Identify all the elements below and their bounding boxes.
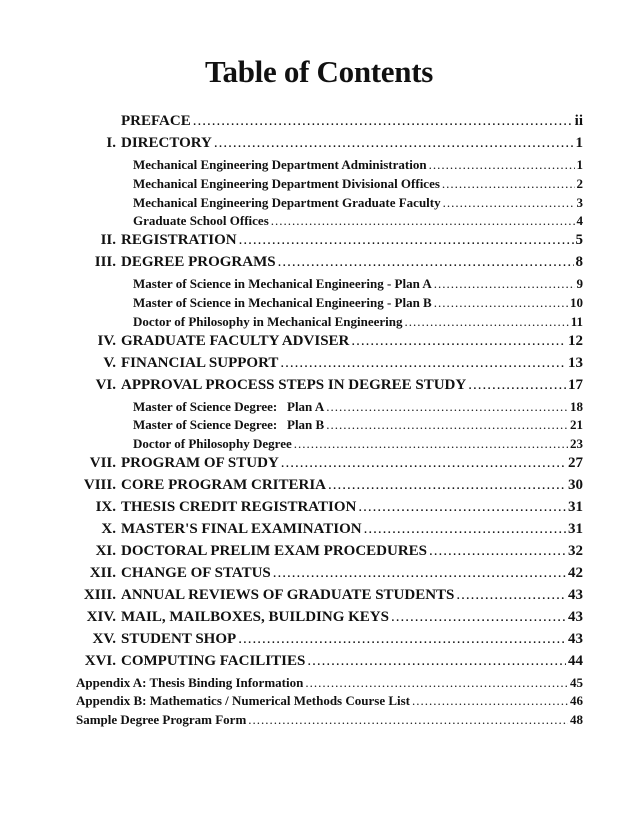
toc-entry[interactable] bbox=[0, 587, 638, 609]
toc-entry-page: 2 bbox=[576, 175, 583, 191]
toc-entry[interactable] bbox=[0, 333, 638, 355]
dot-leader bbox=[468, 377, 566, 394]
toc-entry-page: 23 bbox=[570, 436, 583, 452]
toc-entry-number: XI. bbox=[95, 542, 116, 559]
page-title: Table of Contents bbox=[204, 54, 433, 89]
toc-entry[interactable] bbox=[0, 543, 638, 565]
dot-leader bbox=[358, 499, 566, 516]
toc-entry-label: STUDENT SHOP bbox=[121, 630, 237, 647]
dot-leader bbox=[429, 157, 575, 173]
dot-leader bbox=[281, 455, 566, 472]
toc-entry-label: MASTER'S FINAL EXAMINATION bbox=[121, 520, 362, 537]
toc-entry[interactable] bbox=[0, 417, 638, 436]
toc-entry-number: VII. bbox=[89, 454, 116, 471]
toc-entry[interactable] bbox=[0, 113, 638, 135]
toc-entry-page: 12 bbox=[568, 332, 583, 349]
toc-entry[interactable] bbox=[0, 653, 638, 675]
toc-entry[interactable] bbox=[0, 195, 638, 214]
toc-entry-page: 31 bbox=[568, 498, 583, 515]
toc-entry[interactable] bbox=[0, 499, 638, 521]
toc-entry-page: 31 bbox=[568, 520, 583, 537]
toc-entry[interactable] bbox=[0, 399, 638, 418]
toc-entry-label: REGISTRATION bbox=[121, 232, 237, 249]
toc-entry-label: DOCTORAL PRELIM EXAM PROCEDURES bbox=[121, 542, 427, 559]
toc-entry-number: XIII. bbox=[83, 586, 116, 603]
dot-leader bbox=[364, 521, 566, 538]
toc-entry-number: II. bbox=[100, 232, 116, 249]
toc-entry[interactable] bbox=[0, 436, 638, 455]
toc-entry-page: 43 bbox=[568, 608, 583, 625]
toc-entry-page: 5 bbox=[575, 232, 583, 249]
toc-entry-number: III. bbox=[94, 254, 116, 271]
toc-entry-page: 32 bbox=[568, 542, 583, 559]
toc-entry-label: Appendix A: Thesis Binding Information bbox=[76, 674, 304, 690]
toc-entry[interactable] bbox=[0, 675, 638, 694]
toc-entry-page: 9 bbox=[576, 276, 583, 292]
toc-entry-label: DEGREE PROGRAMS bbox=[121, 254, 276, 271]
toc-entry-number: V. bbox=[103, 354, 116, 371]
toc-entry-label: Mechanical Engineering Department Graduate Faculty bbox=[133, 194, 441, 210]
toc-entry[interactable] bbox=[0, 377, 638, 399]
toc-entry-label: GRADUATE FACULTY ADVISER bbox=[121, 332, 350, 349]
toc-entry-number: XIV. bbox=[86, 608, 116, 625]
toc-entry[interactable] bbox=[0, 135, 638, 157]
toc-entry[interactable] bbox=[0, 455, 638, 477]
dot-leader bbox=[429, 543, 566, 560]
toc-entry-label: Appendix B: Mathematics / Numerical Methods Course List bbox=[76, 693, 411, 709]
dot-leader bbox=[305, 675, 568, 691]
toc-entry-page: 21 bbox=[570, 417, 583, 433]
toc-entry-number: XV. bbox=[92, 630, 116, 647]
toc-entry-label: Graduate School Offices bbox=[133, 213, 269, 229]
dot-leader bbox=[405, 314, 569, 330]
toc-entry-page: 13 bbox=[568, 354, 583, 371]
toc-entry[interactable] bbox=[0, 254, 638, 276]
toc-entry[interactable] bbox=[0, 631, 638, 653]
toc-entry[interactable] bbox=[0, 213, 638, 232]
toc-entry[interactable] bbox=[0, 276, 638, 295]
dot-leader bbox=[456, 587, 566, 604]
dot-leader bbox=[434, 276, 575, 292]
toc-entry[interactable] bbox=[0, 355, 638, 377]
toc-entry[interactable] bbox=[0, 693, 638, 712]
dot-leader bbox=[391, 609, 566, 626]
toc-entry[interactable] bbox=[0, 176, 638, 195]
toc-entry-number: VIII. bbox=[83, 476, 116, 493]
toc-entry-page: 43 bbox=[568, 586, 583, 603]
toc-entry-number: IX. bbox=[95, 498, 116, 515]
toc-entry-label: FINANCIAL SUPPORT bbox=[121, 354, 279, 371]
dot-leader bbox=[214, 135, 574, 152]
dot-leader bbox=[326, 399, 568, 415]
toc-entry-label: CORE PROGRAM CRITERIA bbox=[121, 476, 327, 493]
toc-entry-page: 43 bbox=[568, 630, 583, 647]
toc-entry[interactable] bbox=[0, 565, 638, 587]
dot-leader bbox=[239, 232, 574, 249]
toc-entry-page: 18 bbox=[570, 398, 583, 414]
toc-entry-label: PREFACE bbox=[121, 113, 191, 129]
toc-entry-label: Sample Degree Program Form bbox=[76, 711, 247, 727]
toc-entry-number: VI. bbox=[95, 376, 116, 393]
toc-entry-label: Mechanical Engineering Department Divisional Offices bbox=[133, 175, 440, 191]
dot-leader bbox=[351, 333, 566, 350]
dot-leader bbox=[434, 295, 568, 311]
toc-entry-page: 17 bbox=[568, 376, 583, 393]
toc-entry-label: Master of Science Degree: Plan B bbox=[133, 417, 325, 433]
toc-entry-number: XII. bbox=[89, 564, 116, 581]
toc-entry-label: Master of Science Degree: Plan A bbox=[133, 398, 325, 414]
dot-leader bbox=[271, 213, 575, 229]
toc-entry-page: 44 bbox=[568, 652, 583, 669]
toc-entry-label: APPROVAL PROCESS STEPS IN DEGREE STUDY bbox=[121, 376, 467, 393]
toc-entry-page: 42 bbox=[568, 564, 583, 581]
dot-leader bbox=[328, 477, 566, 494]
toc-entry-page: 1 bbox=[575, 135, 583, 151]
toc-entry-label: Master of Science in Mechanical Engineering - Plan B bbox=[133, 294, 432, 310]
toc-entry[interactable] bbox=[0, 314, 638, 333]
toc-entry-page: 1 bbox=[576, 157, 583, 172]
toc-entry[interactable] bbox=[0, 477, 638, 499]
toc-entry-label: Doctor of Philosophy Degree bbox=[133, 436, 292, 452]
toc-entry-page: 27 bbox=[568, 454, 583, 471]
dot-leader bbox=[193, 113, 573, 130]
dot-leader bbox=[273, 565, 566, 582]
toc-entry-label: Doctor of Philosophy in Mechanical Engineering bbox=[133, 313, 403, 329]
dot-leader bbox=[278, 254, 574, 271]
dot-leader bbox=[294, 436, 568, 452]
toc-entry-label: DIRECTORY bbox=[121, 135, 212, 151]
dot-leader bbox=[412, 693, 568, 709]
dot-leader bbox=[442, 176, 575, 192]
toc-entry[interactable] bbox=[0, 712, 638, 731]
toc-entry[interactable] bbox=[0, 295, 638, 314]
dot-leader bbox=[248, 712, 568, 728]
toc-entry-number: I. bbox=[106, 135, 116, 151]
toc-entry-page: 8 bbox=[575, 254, 583, 271]
dot-leader bbox=[307, 653, 566, 670]
toc-entry-page: 48 bbox=[570, 711, 583, 727]
toc-entry-label: COMPUTING FACILITIES bbox=[121, 652, 306, 669]
toc-entry-page: ii bbox=[574, 113, 583, 129]
toc-entry-label: Mechanical Engineering Department Administration bbox=[133, 157, 427, 172]
toc-entry[interactable] bbox=[0, 157, 638, 176]
toc-entry[interactable] bbox=[0, 232, 638, 254]
toc-entry-page: 11 bbox=[570, 313, 583, 329]
dot-leader bbox=[443, 195, 575, 211]
toc-entry-number: XVI. bbox=[84, 652, 116, 669]
toc-entry[interactable] bbox=[0, 609, 638, 631]
toc-entry-label: PROGRAM OF STUDY bbox=[121, 454, 279, 471]
toc-entry-page: 46 bbox=[570, 693, 583, 709]
toc-entry-number: IV. bbox=[97, 332, 116, 349]
dot-leader bbox=[326, 417, 568, 433]
toc-entry-page: 45 bbox=[570, 674, 583, 690]
toc-entry-label: THESIS CREDIT REGISTRATION bbox=[121, 498, 357, 515]
toc-entry-page: 30 bbox=[568, 476, 583, 493]
table-of-contents bbox=[0, 113, 638, 730]
toc-entry-label: ANNUAL REVIEWS OF GRADUATE STUDENTS bbox=[121, 586, 455, 603]
toc-entry-label: MAIL, MAILBOXES, BUILDING KEYS bbox=[121, 608, 389, 625]
toc-entry[interactable] bbox=[0, 521, 638, 543]
toc-entry-number: X. bbox=[101, 520, 116, 537]
dot-leader bbox=[280, 355, 566, 372]
dot-leader bbox=[238, 631, 566, 648]
toc-entry-label: Master of Science in Mechanical Engineering - Plan A bbox=[133, 276, 432, 292]
toc-entry-page: 3 bbox=[576, 194, 583, 210]
toc-entry-page: 4 bbox=[576, 213, 583, 229]
toc-entry-page: 10 bbox=[570, 294, 583, 310]
toc-entry-label: CHANGE OF STATUS bbox=[121, 564, 271, 581]
